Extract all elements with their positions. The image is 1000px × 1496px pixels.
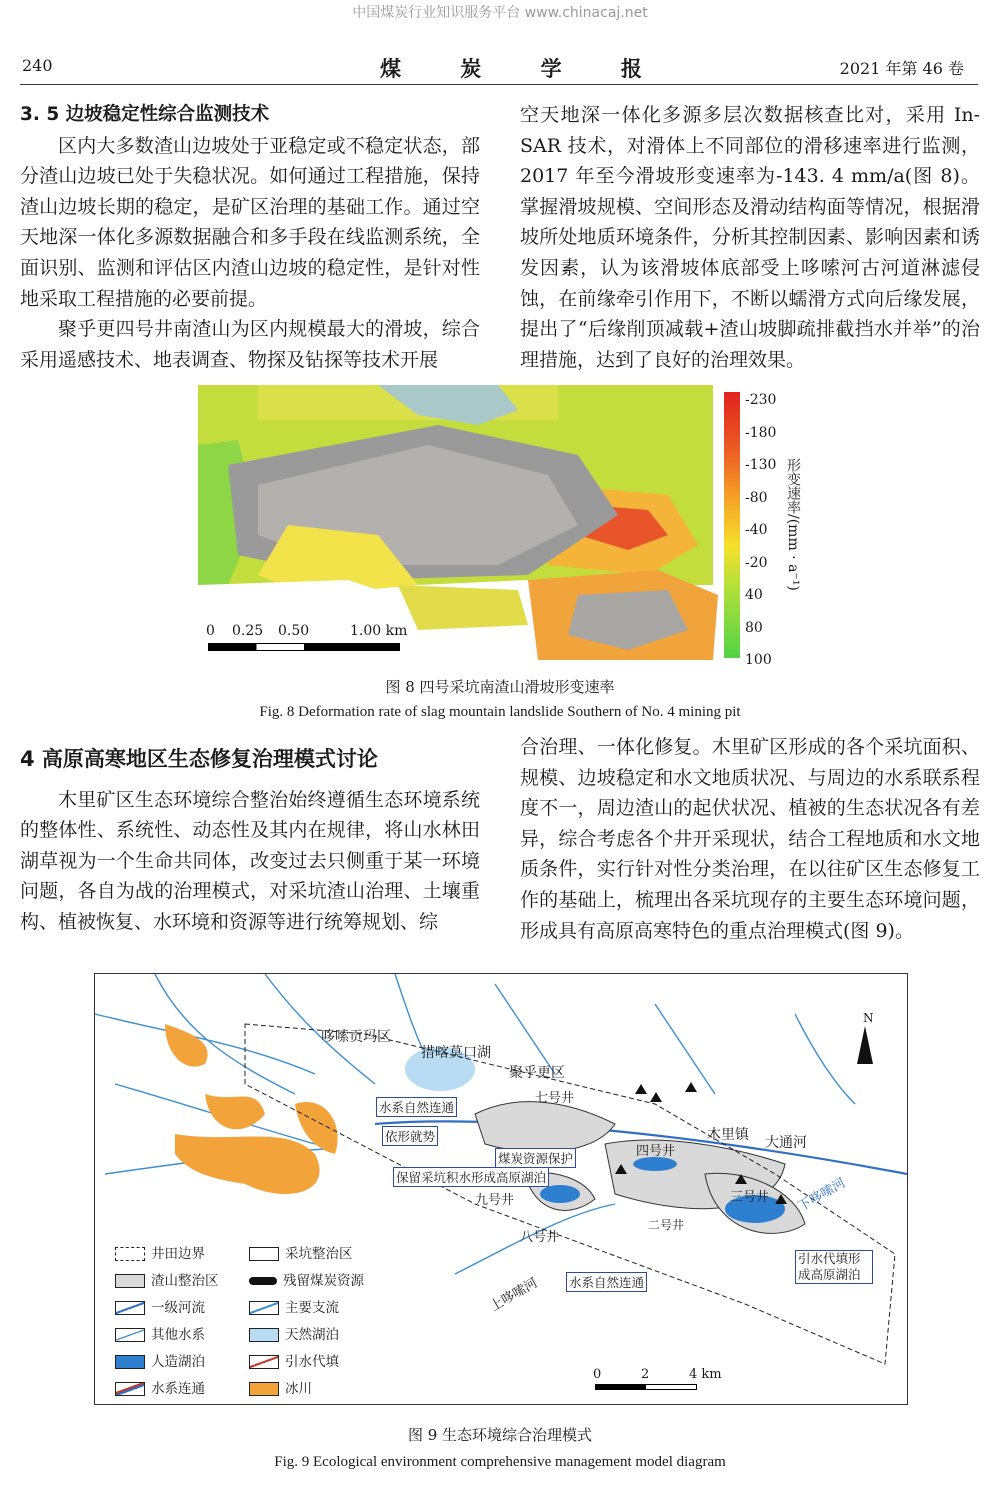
watermark: 中国煤炭行业知识服务平台 www.chinacaj.net bbox=[352, 5, 648, 21]
annotation-box: 水系自然连通 bbox=[376, 1097, 457, 1117]
legend-item: 人造湖泊 bbox=[115, 1350, 205, 1370]
sec4-title: 4 高原高寒地区生态修复治理模式讨论 bbox=[20, 747, 378, 771]
sec4-right-column bbox=[520, 732, 980, 946]
legend-item: 采坑整治区 bbox=[249, 1242, 353, 1262]
fig9-scale-2: 4 km bbox=[689, 1367, 722, 1382]
place-label: 大通河 bbox=[765, 1135, 807, 1151]
fig8-scale-0: 0 bbox=[206, 623, 215, 639]
fig8-caption-en: Fig. 8 Deformation rate of slag mountain landslide Southern of No. 4 mining pit bbox=[259, 704, 741, 720]
legend-item: 其他水系 bbox=[115, 1323, 205, 1343]
fig9-caption-en: Fig. 9 Ecological environment comprehensive management model diagram bbox=[274, 1454, 726, 1470]
sec35-paragraph-1: 区内大多数渣山边坡处于亚稳定或不稳定状态，部分渣山边坡已处于失稳状况。如何通过工程措施，保持渣山边坡长期的稳定，是矿区治理的基础工作。通过空天地深一体化多源数据融合和多手段在线监测系统，全面识别、监测和评估区内渣山边坡的稳定性，是针对性地采取工程措施的必要前提。 bbox=[20, 134, 480, 310]
sec35-right-column bbox=[520, 100, 980, 375]
sec35-paragraph-3: 空天地深一体化多源多层次数据核查比对，采用 In-SAR 技术，对滑体上不同部位的滑移速率进行监测，2017 年至今滑坡形变速率为-143. 4 mm/a(图 8)。掌握滑坡规模、空间形态及滑动结构面等情况，根据滑坡所处地质环境条件，分析其控制因素、影响因素和诱发因素，认为该滑坡体底部受上哆嗦河古河道淋滤侵蚀，在前缘牵引作用下，不断以蠕滑方式向后缘发展，提出了“后缘削顶减载+渣山坡脚疏排截挡水并举”的治理措施，达到了良好的治理效果。 bbox=[520, 104, 980, 371]
fig8-deformation-map bbox=[198, 385, 738, 660]
fig8-scale-bar bbox=[208, 643, 400, 651]
place-label: 上哆嗦河 bbox=[487, 1275, 541, 1315]
sec35-paragraph-2: 聚乎更四号井南渣山为区内规模最大的滑坡，综合采用遥感技术、地表调查、物探及钻探等技术开展 bbox=[20, 318, 480, 371]
fig9-scale-bar bbox=[595, 1384, 697, 1390]
sec4-paragraph-2: 合治理、一体化修复。木里矿区形成的各个采坑面积、规模、边坡稳定和水文地质状况、与周边的水系联系程度不一，周边渣山的起伏状况、植被的生态状况各有差异，综合考虑各个井开采现状，结合工程地质和水文地质条件，实行针对性分类治理，在以往矿区生态修复工作的基础上，梳理出各采坑现存的主要生态环境问题，形成具有高原高寒特色的重点治理模式(图 9)。 bbox=[520, 736, 980, 942]
annotation-box: 水系自然连通 bbox=[566, 1272, 647, 1292]
place-label: 八号井 bbox=[520, 1230, 560, 1245]
place-label: 九号井 bbox=[475, 1193, 515, 1208]
colorbar-tick: 40 bbox=[745, 587, 763, 603]
fig8-caption-cn: 图 8 四号采坑南渣山滑坡形变速率 bbox=[385, 678, 615, 696]
fig9-scale-1: 2 bbox=[641, 1367, 650, 1382]
legend-item: 冰川 bbox=[249, 1377, 312, 1397]
header-rule bbox=[20, 84, 978, 85]
colorbar-tick: -80 bbox=[745, 489, 768, 506]
colorbar-tick: -180 bbox=[745, 424, 777, 441]
fig8-colorbar-label: 形变速率/(mm · a⁻¹) bbox=[785, 458, 801, 591]
sec35-title: 3. 5 边坡稳定性综合监测技术 bbox=[20, 104, 270, 125]
legend-item: 井田边界 bbox=[115, 1242, 205, 1262]
colorbar-tick: -130 bbox=[745, 457, 777, 473]
fig8-scale-1: 0.25 bbox=[232, 623, 264, 639]
legend-item: 主要支流 bbox=[249, 1296, 339, 1316]
legend-item: 引水代填 bbox=[249, 1350, 339, 1370]
fig8-scale-3: 1.00 km bbox=[350, 623, 408, 639]
place-label: 三号井 bbox=[730, 1190, 770, 1205]
colorbar-tick: -40 bbox=[745, 522, 768, 538]
place-label: 下哆嗦河 bbox=[795, 1175, 849, 1215]
annotation-box: 煤炭资源保护 bbox=[495, 1148, 576, 1168]
page-number: 240 bbox=[22, 56, 53, 75]
colorbar-tick: 100 bbox=[745, 652, 772, 668]
place-label: 木里镇 bbox=[707, 1127, 749, 1143]
colorbar-tick: 80 bbox=[745, 619, 763, 636]
fig8-raster bbox=[198, 385, 738, 660]
place-label: 四号井 bbox=[636, 1144, 676, 1159]
annotation-box: 依形就势 bbox=[382, 1126, 438, 1146]
legend-item: 一级河流 bbox=[115, 1296, 205, 1316]
fig9-scale-0: 0 bbox=[593, 1367, 602, 1382]
legend-item: 渣山整治区 bbox=[115, 1269, 219, 1289]
sec4-paragraph-1: 木里矿区生态环境综合整治始终遵循生态环境系统的整体性、系统性、动态性及其内在规律，将山水林田湖草视为一个生命共同体，改变过去只侧重于某一环境问题，各自为战的治理模式，对采坑渣山治理、土壤重构、植被恢复、水环境和资源等进行统筹规划、综 bbox=[20, 788, 480, 933]
place-label: 哆嗦贡玛区 bbox=[321, 1029, 391, 1045]
volume-label: 2021 年第 46 卷 bbox=[839, 59, 964, 78]
sec4-left-column bbox=[20, 738, 480, 938]
annotation-box: 保留采坑积水形成高原湖泊 bbox=[393, 1167, 549, 1187]
place-label: 聚乎更区 bbox=[509, 1065, 565, 1081]
place-label: 二号井 bbox=[648, 1218, 685, 1232]
north-label: N bbox=[863, 1011, 874, 1025]
fig8-colorbar bbox=[724, 392, 740, 658]
fig9-caption-cn: 图 9 生态环境综合治理模式 bbox=[407, 1426, 593, 1444]
legend-item: 水系连通 bbox=[115, 1377, 205, 1397]
journal-title: 煤 炭 学 报 bbox=[380, 56, 668, 81]
legend-item: 残留煤炭资源 bbox=[249, 1269, 364, 1289]
colorbar-tick: -230 bbox=[745, 392, 777, 408]
fig8-colorbar-ticks bbox=[745, 384, 785, 668]
fig8-scale-2: 0.50 bbox=[278, 623, 310, 639]
fig9-map bbox=[94, 973, 908, 1405]
annotation-box: 引水代填形成高原湖泊 bbox=[795, 1250, 873, 1284]
place-label: 措喀莫口湖 bbox=[421, 1045, 491, 1061]
place-label: 七号井 bbox=[535, 1091, 575, 1106]
north-arrow-icon bbox=[857, 1026, 873, 1064]
legend-item: 天然湖泊 bbox=[249, 1323, 339, 1343]
colorbar-tick: -20 bbox=[745, 554, 768, 571]
sec35-left-column bbox=[20, 100, 480, 375]
